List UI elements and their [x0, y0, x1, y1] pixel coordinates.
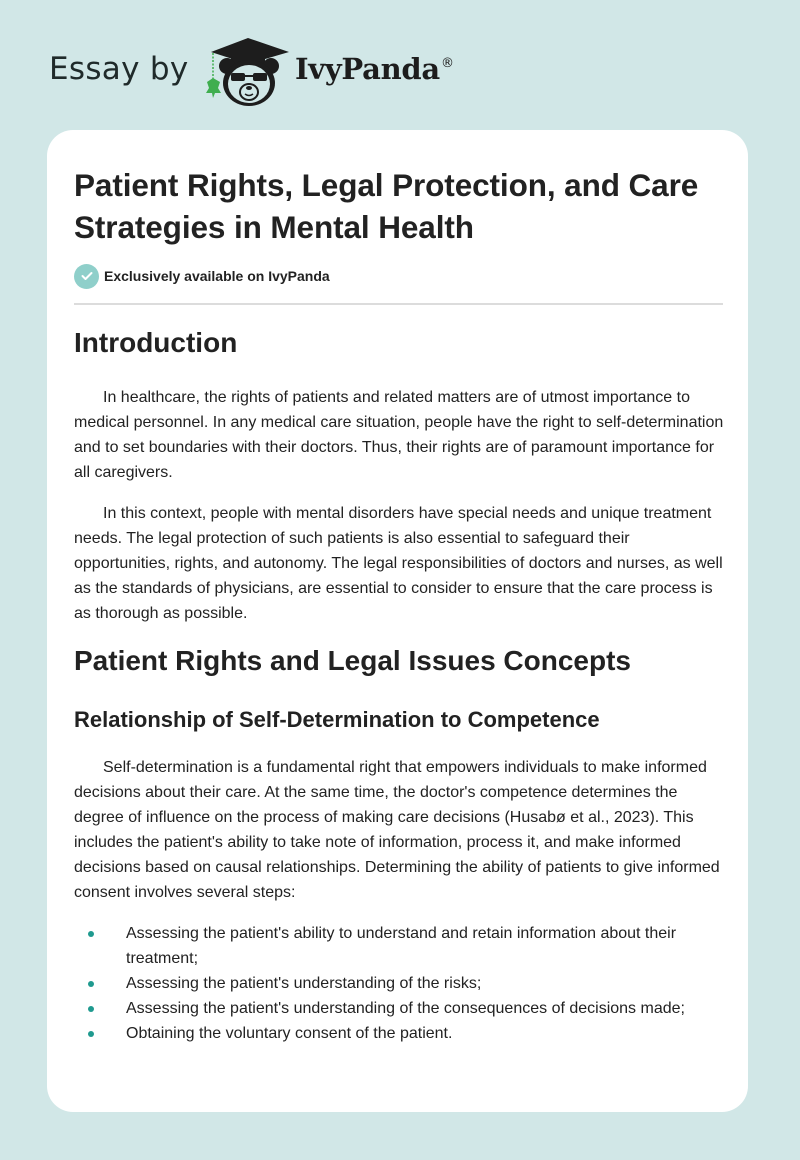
consent-steps-list — [74, 921, 729, 1046]
paragraph-intro-2: In this context, people with mental disorders have special needs and unique treatment needs. The legal protection of such patients is also essential to safeguard their opportunities, rights, and autonomy. The legal responsibilities of doctors and nurses, as well as the standards of physicians, are essential to consider to ensure that the care process is as thorough as possible. — [74, 505, 723, 622]
heading-introduction: Introduction — [74, 327, 238, 358]
list-item-text: Assessing the patient's understanding of the risks; — [126, 975, 482, 992]
list-item-text: Assessing the patient's ability to understand and retain information about their treatment; — [126, 925, 677, 967]
paragraph-intro-1: In healthcare, the rights of patients and related matters are of utmost importance to medical personnel. In any medical care situation, people have the right to self-determination and to set boundaries with their doctors. Thus, their rights are of paramount importance for all caregivers. — [74, 389, 724, 481]
list-item — [74, 971, 729, 996]
page-title: Patient Rights, Legal Protection, and Care Strategies in Mental Health — [74, 167, 699, 245]
site-header — [0, 0, 800, 130]
title-divider — [74, 303, 723, 305]
essay-by-label: Essay by — [49, 51, 189, 87]
panda-graduate-icon[interactable] — [203, 36, 293, 108]
bullet-icon — [88, 931, 94, 937]
list-item-text: Obtaining the voluntary consent of the patient. — [126, 1025, 453, 1042]
list-item — [74, 921, 729, 971]
exclusive-text: Exclusively available on IvyPanda — [104, 268, 330, 284]
exclusive-badge — [74, 263, 330, 289]
bullet-icon — [88, 981, 94, 987]
brand-name[interactable]: IvyPanda — [295, 52, 440, 86]
check-circle-icon — [74, 264, 99, 289]
list-item — [74, 1021, 729, 1046]
registered-mark: ® — [441, 56, 454, 71]
bullet-icon — [88, 1006, 94, 1012]
essay-card — [47, 130, 748, 1112]
heading-patient-rights: Patient Rights and Legal Issues Concepts — [74, 645, 632, 676]
heading-self-determination: Relationship of Self-Determination to Competence — [74, 707, 600, 732]
list-item — [74, 996, 729, 1021]
paragraph-self-determination: Self-determination is a fundamental right that empowers individuals to make informed decisions about their care. At the same time, the doctor's competence determines the degree of influence on the process of making care decisions (Husabø et al., 2023). This includes the patient's ability to take note of information, process it, and make informed decisions based on causal relationships. Determining the ability of patients to give informed consent involves several steps: — [74, 759, 720, 901]
list-item-text: Assessing the patient's understanding of the consequences of decisions made; — [126, 1000, 685, 1017]
bullet-icon — [88, 1031, 94, 1037]
